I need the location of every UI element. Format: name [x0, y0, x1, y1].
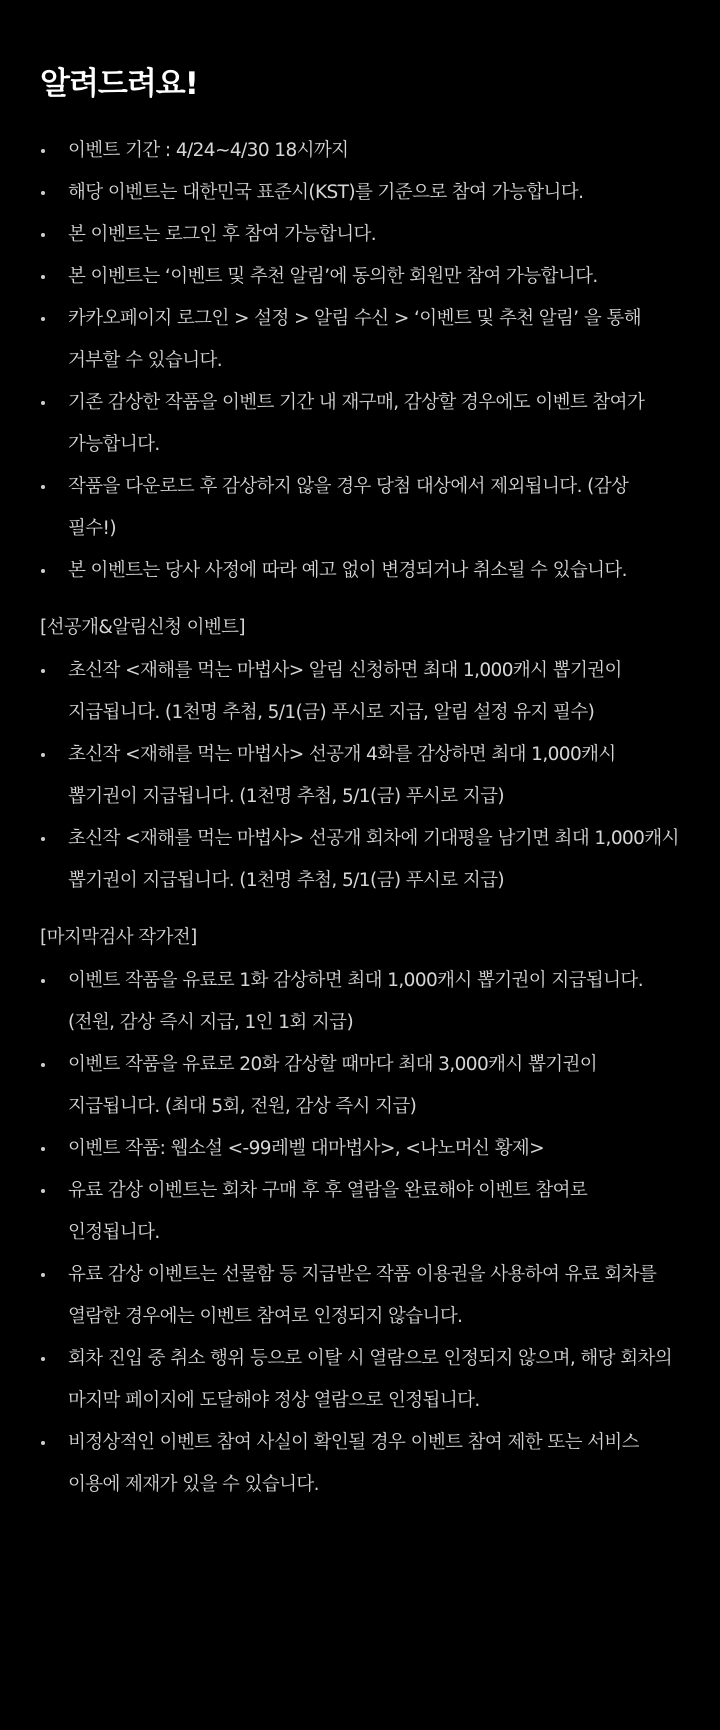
- general-notice-list: [40, 130, 680, 592]
- bullet-icon: [41, 233, 45, 237]
- bullet-icon: [41, 1189, 45, 1193]
- notice-item-text: 초신작 <재해를 먹는 마법사> 선공개 4화를 감상하면 최대 1,000캐시 뽑기권이 지급됩니다. (1천명 추첨, 5/1(금) 푸시로 지급): [68, 744, 616, 807]
- bullet-icon: [41, 1147, 45, 1151]
- bullet-icon: [41, 1441, 45, 1445]
- notice-item-text: 이벤트 작품을 유료로 20화 감상할 때마다 최대 3,000캐시 뽑기권이 지급됩니다. (최대 5회, 전원, 감상 즉시 지급): [68, 1054, 598, 1117]
- bullet-icon: [41, 149, 45, 153]
- notice-item: [40, 298, 680, 382]
- notice-item-text: 카카오페이지 로그인 > 설정 > 알림 수신 > ‘이벤트 및 추천 알림’ 을 통해 거부할 수 있습니다.: [68, 308, 641, 371]
- notice-item-text: 해당 이벤트는 대한민국 표준시(KST)를 기준으로 참여 가능합니다.: [68, 182, 584, 203]
- bullet-icon: [41, 979, 45, 983]
- notice-item: [40, 818, 680, 902]
- bullet-icon: [41, 837, 45, 841]
- bullet-icon: [41, 401, 45, 405]
- bullet-icon: [41, 485, 45, 489]
- notice-item-text: 이벤트 작품을 유료로 1화 감상하면 최대 1,000캐시 뽑기권이 지급됩니다. (전원, 감상 즉시 지급, 1인 1회 지급): [68, 970, 643, 1033]
- notice-item: [40, 650, 680, 734]
- notice-item: [40, 1128, 680, 1170]
- writer-event-heading: [마지막검사 작가전]: [40, 927, 197, 948]
- writer-event-list: [40, 960, 680, 1506]
- bullet-icon: [41, 1273, 45, 1277]
- notice-item: [40, 466, 680, 550]
- bullet-icon: [41, 753, 45, 757]
- notice-title: 알려드려요!: [40, 66, 198, 102]
- notice-item: [40, 734, 680, 818]
- notice-item: [40, 960, 680, 1044]
- notice-item-text: 본 이벤트는 당사 사정에 따라 예고 없이 변경되거나 취소될 수 있습니다.: [68, 560, 627, 581]
- bullet-icon: [41, 191, 45, 195]
- notice-item: [40, 1044, 680, 1128]
- preview-event-heading: [선공개&알림신청 이벤트]: [40, 617, 246, 638]
- bullet-icon: [41, 1357, 45, 1361]
- notice-item-text: 유료 감상 이벤트는 회차 구매 후 후 열람을 완료해야 이벤트 참여로 인정됩니다.: [68, 1180, 588, 1243]
- bullet-icon: [41, 275, 45, 279]
- preview-event-list: [40, 650, 680, 902]
- bullet-icon: [41, 317, 45, 321]
- notice-item: [40, 1254, 680, 1338]
- notice-item-text: 초신작 <재해를 먹는 마법사> 선공개 회차에 기대평을 남기면 최대 1,000캐시 뽑기권이 지급됩니다. (1천명 추첨, 5/1(금) 푸시로 지급): [68, 828, 679, 891]
- notice-item: [40, 1338, 680, 1422]
- bullet-icon: [41, 569, 45, 573]
- notice-item-text: 이벤트 작품: 웹소설 <-99레벨 대마법사>, <나노머신 황제>: [68, 1138, 545, 1159]
- notice-item: [40, 1422, 680, 1506]
- notice-item-text: 작품을 다운로드 후 감상하지 않을 경우 당첨 대상에서 제외됩니다. (감상 필수!): [68, 476, 629, 539]
- notice-item: [40, 1170, 680, 1254]
- notice-item-text: 본 이벤트는 로그인 후 참여 가능합니다.: [68, 224, 377, 245]
- notice-item-text: 회차 진입 중 취소 행위 등으로 이탈 시 열람으로 인정되지 않으며, 해당 회차의 마지막 페이지에 도달해야 정상 열람으로 인정됩니다.: [68, 1348, 673, 1411]
- bullet-icon: [41, 669, 45, 673]
- notice-item-text: 초신작 <재해를 먹는 마법사> 알림 신청하면 최대 1,000캐시 뽑기권이 지급됩니다. (1천명 추첨, 5/1(금) 푸시로 지급, 알림 설정 유지 필수): [68, 660, 622, 723]
- notice-item-text: 본 이벤트는 ‘이벤트 및 추천 알림’에 동의한 회원만 참여 가능합니다.: [68, 266, 598, 287]
- notice-item-text: 이벤트 기간 : 4/24~4/30 18시까지: [68, 140, 349, 161]
- notice-item: [40, 256, 680, 298]
- notice-item: [40, 214, 680, 256]
- bullet-icon: [41, 1063, 45, 1067]
- notice-item: [40, 550, 680, 592]
- notice-item: [40, 172, 680, 214]
- notice-item-text: 유료 감상 이벤트는 선물함 등 지급받은 작품 이용권을 사용하여 유료 회차를 열람한 경우에는 이벤트 참여로 인정되지 않습니다.: [68, 1264, 657, 1327]
- notice-item: [40, 382, 680, 466]
- notice-item-text: 비정상적인 이벤트 참여 사실이 확인될 경우 이벤트 참여 제한 또는 서비스 이용에 제재가 있을 수 있습니다.: [68, 1432, 639, 1495]
- notice-item: [40, 130, 680, 172]
- notice-item-text: 기존 감상한 작품을 이벤트 기간 내 재구매, 감상할 경우에도 이벤트 참여가 가능합니다.: [68, 392, 645, 455]
